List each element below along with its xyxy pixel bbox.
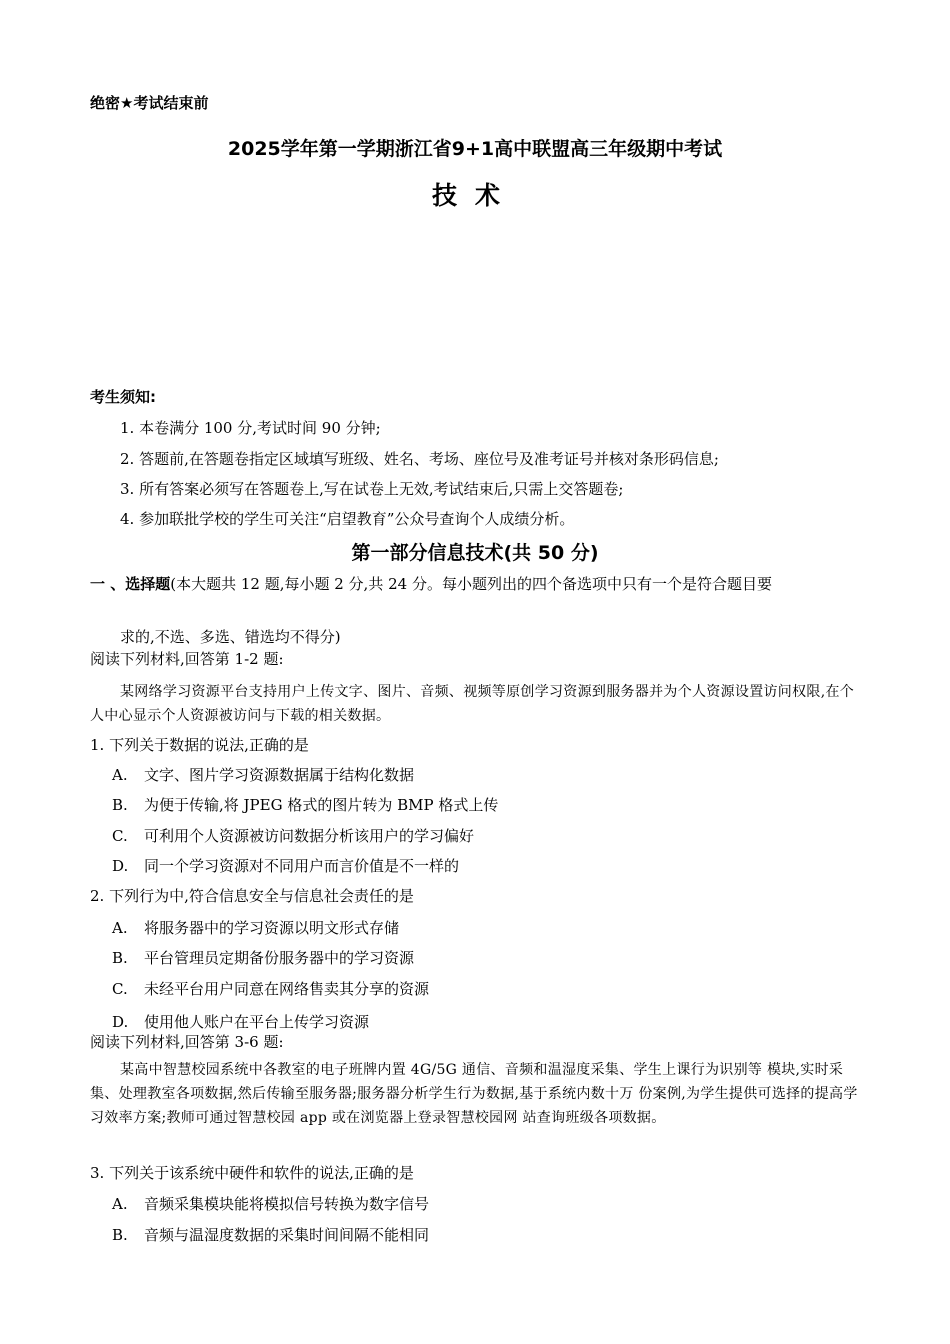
subject-title: 技术	[431, 181, 518, 210]
option-label: C.	[112, 980, 128, 998]
part-title: 第一部分信息技术(共 50 分)	[351, 542, 599, 564]
notice-item: 3. 所有答案必须写在答题卷上,写在试卷上无效,考试结束后,只需上交答题卷;	[120, 480, 624, 498]
option-label: B.	[112, 796, 128, 814]
option-text: 未经平台用户同意在网络售卖其分享的资源	[144, 980, 430, 998]
secret-label: 绝密★考试结束前	[90, 94, 209, 112]
exam-title: 2025学年第一学期浙江省9+1高中联盟高三年级期中考试	[227, 138, 723, 160]
question-option	[112, 794, 498, 815]
question-option	[112, 978, 429, 999]
option-text: 同一个学习资源对不同用户而言价值是不一样的	[144, 857, 460, 875]
question-option	[112, 1224, 429, 1245]
question-option	[112, 855, 459, 876]
option-text: 使用他人账户在平台上传学习资源	[144, 1013, 370, 1031]
question-option	[112, 764, 414, 785]
section-description-continued: 求的,不选、多选、错选均不得分)	[120, 628, 341, 646]
option-text: 文字、图片学习资源数据属于结构化数据	[144, 766, 415, 784]
option-label: A.	[112, 766, 128, 784]
reading-instruction: 阅读下列材料,回答第 3-6 题:	[90, 1033, 284, 1051]
option-label: A.	[112, 919, 128, 937]
reading-instruction: 阅读下列材料,回答第 1-2 题:	[90, 650, 284, 668]
question-stem: 2. 下列行为中,符合信息安全与信息社会责任的是	[90, 887, 414, 905]
option-text: 可利用个人资源被访问数据分析该用户的学习偏好	[144, 827, 475, 845]
question-option	[112, 1011, 369, 1032]
question-option	[112, 917, 399, 938]
notice-item: 1. 本卷满分 100 分,考试时间 90 分钟;	[120, 419, 381, 437]
notice-title: 考生须知:	[90, 388, 156, 406]
option-label: D.	[112, 1013, 129, 1031]
option-label: D.	[112, 857, 129, 875]
option-text: 为便于传输,将 JPEG 格式的图片转为 BMP 格式上传	[144, 796, 499, 814]
option-text: 音频采集模块能将模拟信号转换为数字信号	[144, 1195, 430, 1213]
notice-item: 2. 答题前,在答题卷指定区域填写班级、姓名、考场、座位号及准考证号并核对条形码信息;	[120, 450, 719, 468]
option-text: 将服务器中的学习资源以明文形式存储	[144, 919, 400, 937]
option-label: B.	[112, 1226, 128, 1244]
section-header	[90, 574, 860, 594]
question-option	[112, 947, 414, 968]
option-text: 音频与温湿度数据的采集时间间隔不能相同	[144, 1226, 430, 1244]
question-option	[112, 825, 474, 846]
section-description: (本大题共 12 题,每小题 2 分,共 24 分。每小题列出的四个备选项中只有一个是符合题目要	[170, 575, 772, 593]
reading-material: 某网络学习资源平台支持用户上传文字、图片、音频、视频等原创学习资源到服务器并为个人资源设置访问权限,在个人中心显示个人资源被访问与下载的相关数据。	[90, 684, 855, 724]
option-label: C.	[112, 827, 128, 845]
option-label: B.	[112, 949, 128, 967]
option-label: A.	[112, 1195, 128, 1213]
question-option	[112, 1193, 429, 1214]
option-text: 平台管理员定期备份服务器中的学习资源	[144, 949, 415, 967]
question-stem: 3. 下列关于该系统中硬件和软件的说法,正确的是	[90, 1164, 414, 1182]
section-label: 一 、选择题	[90, 575, 171, 593]
notice-item: 4. 参加联批学校的学生可关注“启望教育”公众号查询个人成绩分析。	[120, 510, 575, 528]
question-stem: 1. 下列关于数据的说法,正确的是	[90, 736, 309, 754]
reading-material: 某高中智慧校园系统中各教室的电子班牌内置 4G/5G 通信、音频和温湿度采集、学生上课行为识别等 模块,实时采集、处理教室各项数据,然后传输至服务器;服务器分析学生行为数据,基于系统内数十万 份案例,为学生提供可选择的提高学习效率方案;教师可通过智慧校园 app 或在浏览器上登录智慧校园网 站查询班级各项数据。	[90, 1062, 858, 1126]
